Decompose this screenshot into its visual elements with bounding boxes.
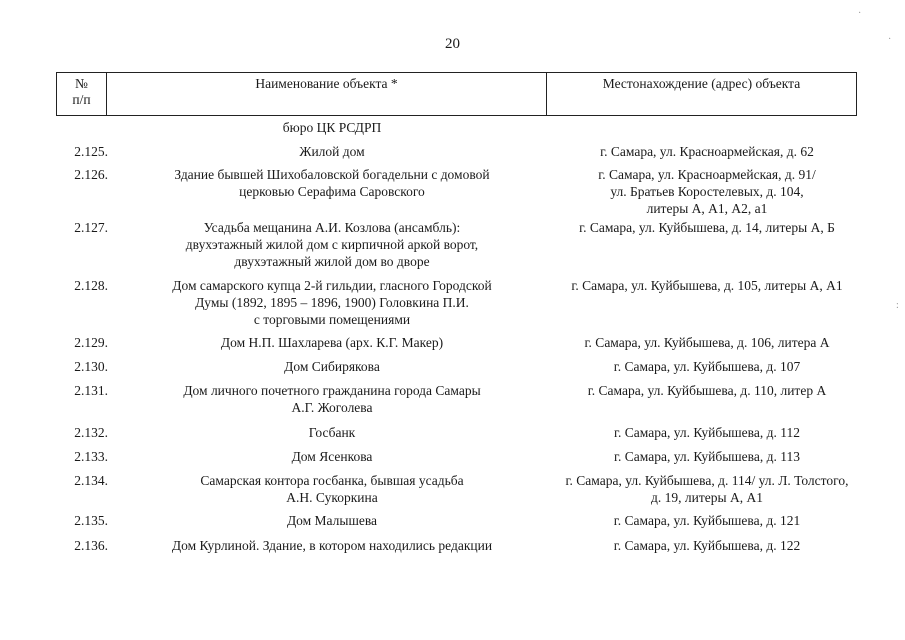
object-name-line: Усадьба мещанина А.И. Козлова (ансамбль):: [203, 220, 461, 235]
scan-speck: ·: [858, 8, 862, 19]
object-name: [112, 472, 552, 506]
object-name: [112, 334, 552, 351]
object-address-line: г. Самара, ул. Красноармейская, д. 62: [600, 144, 814, 159]
object-name: [112, 424, 552, 441]
row-number: 2.127.: [74, 220, 108, 235]
object-address-line: г. Самара, ул. Куйбышева, д. 121: [613, 513, 801, 528]
object-address: [553, 358, 861, 375]
row-number: 2.128.: [74, 278, 108, 293]
object-address-line: г. Самара, ул. Куйбышева, д. 114/ ул. Л. Толстого,: [565, 473, 849, 488]
row-number: 2.133.: [74, 449, 108, 464]
object-name: [112, 143, 552, 160]
object-name-line: Дом Малышева: [286, 513, 378, 528]
object-address: [553, 448, 861, 465]
object-address-line: ул. Братьев Коростелевых, д. 104,: [610, 184, 804, 199]
object-address-line: д. 19, литеры А, А1: [651, 490, 763, 505]
object-address-line: г. Самара, ул. Красноармейская, д. 91/: [598, 167, 816, 182]
object-address-line: литеры А, А1, А2, а1: [646, 201, 768, 216]
object-name-line: Дом Сибирякова: [284, 359, 380, 374]
header-cell-address: Местонахождение (адрес) объекта: [602, 76, 801, 91]
table-header: [56, 72, 857, 116]
object-address: [553, 382, 861, 399]
object-name: [112, 537, 552, 554]
object-name-line: церковью Серафима Саровского: [239, 184, 425, 199]
object-name-line: А.Н. Сукоркина: [286, 490, 378, 505]
object-address: [553, 277, 861, 294]
object-name-line: Дом Н.П. Шахларева (арх. К.Г. Макер): [220, 335, 444, 350]
row-number: 2.129.: [74, 335, 108, 350]
object-address-line: г. Самара, ул. Куйбышева, д. 107: [613, 359, 801, 374]
object-name-line: с торговыми помещениями: [253, 312, 411, 327]
continuation-text: бюро ЦК РСДРП: [282, 120, 382, 135]
scan-speck: :: [896, 300, 899, 311]
object-address-line: г. Самара, ул. Куйбышева, д. 122: [613, 538, 801, 553]
object-name-line: А.Г. Жоголева: [291, 400, 373, 415]
header-cell-number: [57, 73, 107, 115]
row-number: 2.134.: [74, 473, 108, 488]
object-address: [553, 512, 861, 529]
object-address-line: г. Самара, ул. Куйбышева, д. 113: [614, 449, 800, 464]
header-number-line: п/п: [72, 92, 91, 107]
object-name: [112, 277, 552, 328]
object-address-line: г. Самара, ул. Куйбышева, д. 112: [614, 425, 800, 440]
object-name-line: Жилой дом: [299, 144, 365, 159]
row-number: 2.130.: [74, 359, 108, 374]
object-name: [112, 219, 552, 270]
object-address-line: г. Самара, ул. Куйбышева, д. 110, литер А: [587, 383, 827, 398]
object-name: [112, 358, 552, 375]
page-number: 20: [445, 36, 460, 52]
object-name-line: Дом личного почетного гражданина города Самары: [183, 383, 481, 398]
header-number-line: №: [75, 76, 88, 91]
object-name-line: двухэтажный жилой дом с кирпичной аркой ворот,: [185, 237, 479, 252]
object-name-line: Дом Курлиной. Здание, в котором находились редакции: [171, 538, 493, 553]
row-number: 2.132.: [74, 425, 108, 440]
row-number: 2.125.: [74, 144, 108, 159]
object-address: [553, 334, 861, 351]
object-name-line: Госбанк: [308, 425, 356, 440]
object-address: [553, 472, 861, 506]
object-address: [553, 143, 861, 160]
object-name-line: двухэтажный жилой дом во дворе: [234, 254, 430, 269]
object-name-line: Дом Ясенкова: [291, 449, 373, 464]
row-number: 2.126.: [74, 167, 108, 182]
object-name-line: Думы (1892, 1895 – 1896, 1900) Головкина П.И.: [195, 295, 469, 310]
object-name-line: Здание бывшей Шихобаловской богадельни с домовой: [174, 167, 490, 182]
object-name: [112, 512, 552, 529]
object-name-line: Самарская контора госбанка, бывшая усадьба: [200, 473, 464, 488]
object-name-line: Дом самарского купца 2-й гильдии, гласного Городской: [172, 278, 492, 293]
object-address: [553, 166, 861, 217]
object-address-line: г. Самара, ул. Куйбышева, д. 14, литеры А, Б: [579, 220, 835, 235]
object-name: [112, 448, 552, 465]
row-number: 2.131.: [74, 383, 108, 398]
object-address-line: г. Самара, ул. Куйбышева, д. 106, литера А: [584, 335, 830, 350]
header-cell-name: Наименование объекта *: [107, 73, 547, 115]
object-name: [112, 382, 552, 416]
object-address: [553, 219, 861, 236]
object-name: [112, 166, 552, 200]
object-address: [553, 424, 861, 441]
object-address-line: г. Самара, ул. Куйбышева, д. 105, литеры А, А1: [571, 278, 843, 293]
object-address: [553, 537, 861, 554]
row-number: 2.135.: [74, 513, 108, 528]
scan-speck: ·: [888, 34, 892, 45]
row-number: 2.136.: [74, 538, 108, 553]
